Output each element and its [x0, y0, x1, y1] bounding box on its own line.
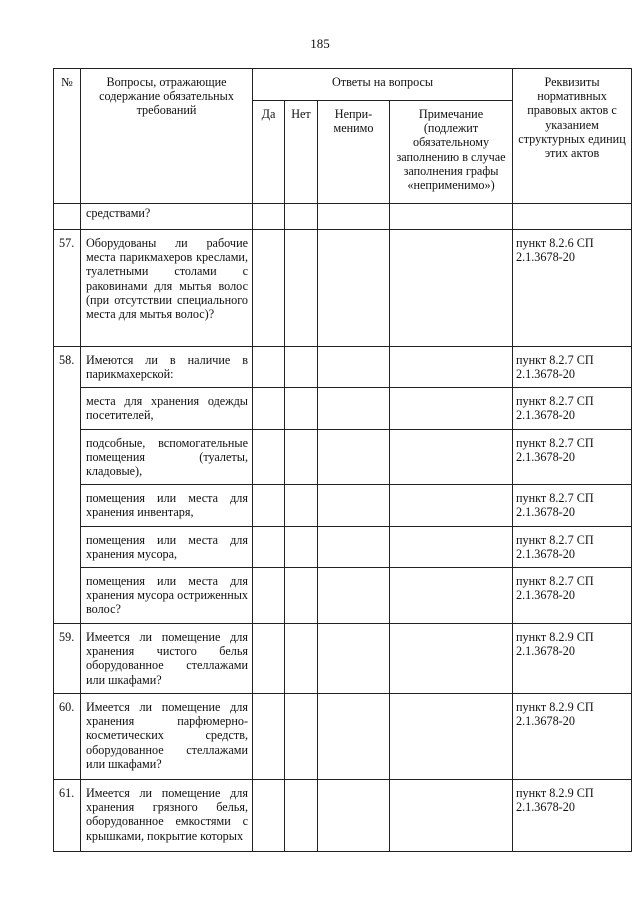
answer-note-cell[interactable]: [390, 230, 513, 347]
header-yes: Да: [253, 101, 285, 204]
answer-na-cell[interactable]: [318, 204, 390, 230]
row-reference: пункт 8.2.7 СП 2.1.3678-20: [513, 347, 632, 388]
row-question: помещения или места для хранения инвентаря,: [81, 485, 253, 527]
answer-note-cell[interactable]: [390, 388, 513, 430]
answer-yes-cell[interactable]: [253, 430, 285, 485]
table-row: [54, 230, 632, 347]
answer-na-cell[interactable]: [318, 780, 390, 852]
answer-yes-cell[interactable]: [253, 780, 285, 852]
row-reference: пункт 8.2.7 СП 2.1.3678-20: [513, 568, 632, 624]
answer-yes-cell[interactable]: [253, 388, 285, 430]
header-answers: Ответы на вопросы: [253, 69, 513, 101]
answer-note-cell[interactable]: [390, 624, 513, 694]
table-row: [54, 388, 632, 430]
row-question: места для хранения одежды посетителей,: [81, 388, 253, 430]
answer-na-cell[interactable]: [318, 388, 390, 430]
answer-no-cell[interactable]: [285, 204, 318, 230]
answer-yes-cell[interactable]: [253, 568, 285, 624]
answer-yes-cell[interactable]: [253, 485, 285, 527]
answer-no-cell[interactable]: [285, 485, 318, 527]
row-question: подсобные, вспомогательные помещения (туалеты, кладовые),: [81, 430, 253, 485]
row-number: 59.: [54, 624, 81, 694]
header-references: Реквизиты нормативных правовых актов с указанием структурных единиц этих актов: [513, 69, 632, 204]
answer-yes-cell[interactable]: [253, 204, 285, 230]
answer-note-cell[interactable]: [390, 568, 513, 624]
row-question: Оборудованы ли рабочие места парикмахеров креслами, туалетными столами с раковинами для мытья волос (при отсутствии специального места для мытья волос)?: [81, 230, 253, 347]
answer-yes-cell[interactable]: [253, 347, 285, 388]
table-row: [54, 527, 632, 568]
answer-na-cell[interactable]: [318, 430, 390, 485]
row-reference: пункт 8.2.7 СП 2.1.3678-20: [513, 430, 632, 485]
answer-na-cell[interactable]: [318, 230, 390, 347]
row-number: 60.: [54, 694, 81, 780]
answer-na-cell[interactable]: [318, 485, 390, 527]
row-reference: пункт 8.2.6 СП 2.1.3678-20: [513, 230, 632, 347]
header-not-applicable: Непри-менимо: [318, 101, 390, 204]
answer-na-cell[interactable]: [318, 527, 390, 568]
header-note: Примечание (подлежит обязательному заполнению в случае заполнения графы «неприменимо»): [390, 101, 513, 204]
table-row: [54, 485, 632, 527]
page-number: 185: [310, 36, 330, 51]
row-question: Имеется ли помещение для хранения грязного белья, оборудованное емкостями с крышками, покрытие которых: [81, 780, 253, 852]
header-number: №: [54, 69, 81, 204]
row-question: Имеются ли в наличие в парикмахерской:: [81, 347, 253, 388]
table-row: [54, 347, 632, 388]
answer-no-cell[interactable]: [285, 527, 318, 568]
header-no: Нет: [285, 101, 318, 204]
table-row: [54, 568, 632, 624]
row-number: 58.: [54, 347, 81, 624]
answer-na-cell[interactable]: [318, 624, 390, 694]
row-question: Имеется ли помещение для хранения чистого белья оборудованное стеллажами или шкафами?: [81, 624, 253, 694]
answer-na-cell[interactable]: [318, 694, 390, 780]
answer-note-cell[interactable]: [390, 485, 513, 527]
row-question: помещения или места для хранения мусора остриженных волос?: [81, 568, 253, 624]
row-reference: пункт 8.2.7 СП 2.1.3678-20: [513, 527, 632, 568]
answer-yes-cell[interactable]: [253, 624, 285, 694]
answer-note-cell[interactable]: [390, 347, 513, 388]
answer-no-cell[interactable]: [285, 347, 318, 388]
row-reference: пункт 8.2.9 СП 2.1.3678-20: [513, 694, 632, 780]
row-question: Имеется ли помещение для хранения парфюмерно-косметических средств, оборудованное стеллажами или шкафами?: [81, 694, 253, 780]
table-row: [54, 204, 632, 230]
answer-no-cell[interactable]: [285, 430, 318, 485]
answer-no-cell[interactable]: [285, 568, 318, 624]
answer-no-cell[interactable]: [285, 624, 318, 694]
answer-na-cell[interactable]: [318, 568, 390, 624]
answer-yes-cell[interactable]: [253, 527, 285, 568]
row-number: 57.: [54, 230, 81, 347]
inspection-checklist-table: [53, 68, 632, 852]
row-question: средствами?: [81, 204, 253, 230]
row-reference: пункт 8.2.9 СП 2.1.3678-20: [513, 624, 632, 694]
table-row: [54, 430, 632, 485]
answer-no-cell[interactable]: [285, 780, 318, 852]
row-number: 61.: [54, 780, 81, 852]
answer-no-cell[interactable]: [285, 230, 318, 347]
answer-note-cell[interactable]: [390, 204, 513, 230]
answer-note-cell[interactable]: [390, 780, 513, 852]
row-reference: пункт 8.2.9 СП 2.1.3678-20: [513, 780, 632, 852]
answer-note-cell[interactable]: [390, 430, 513, 485]
answer-yes-cell[interactable]: [253, 230, 285, 347]
answer-yes-cell[interactable]: [253, 694, 285, 780]
answer-no-cell[interactable]: [285, 694, 318, 780]
answer-note-cell[interactable]: [390, 694, 513, 780]
table-row: [54, 694, 632, 780]
header-question: Вопросы, отражающие содержание обязательных требований: [81, 69, 253, 204]
row-number: [54, 204, 81, 230]
row-question: помещения или места для хранения мусора,: [81, 527, 253, 568]
answer-na-cell[interactable]: [318, 347, 390, 388]
table-row: [54, 624, 632, 694]
row-reference: пункт 8.2.7 СП 2.1.3678-20: [513, 485, 632, 527]
answer-no-cell[interactable]: [285, 388, 318, 430]
answer-note-cell[interactable]: [390, 527, 513, 568]
row-reference: [513, 204, 632, 230]
table-row: [54, 780, 632, 852]
row-reference: пункт 8.2.7 СП 2.1.3678-20: [513, 388, 632, 430]
